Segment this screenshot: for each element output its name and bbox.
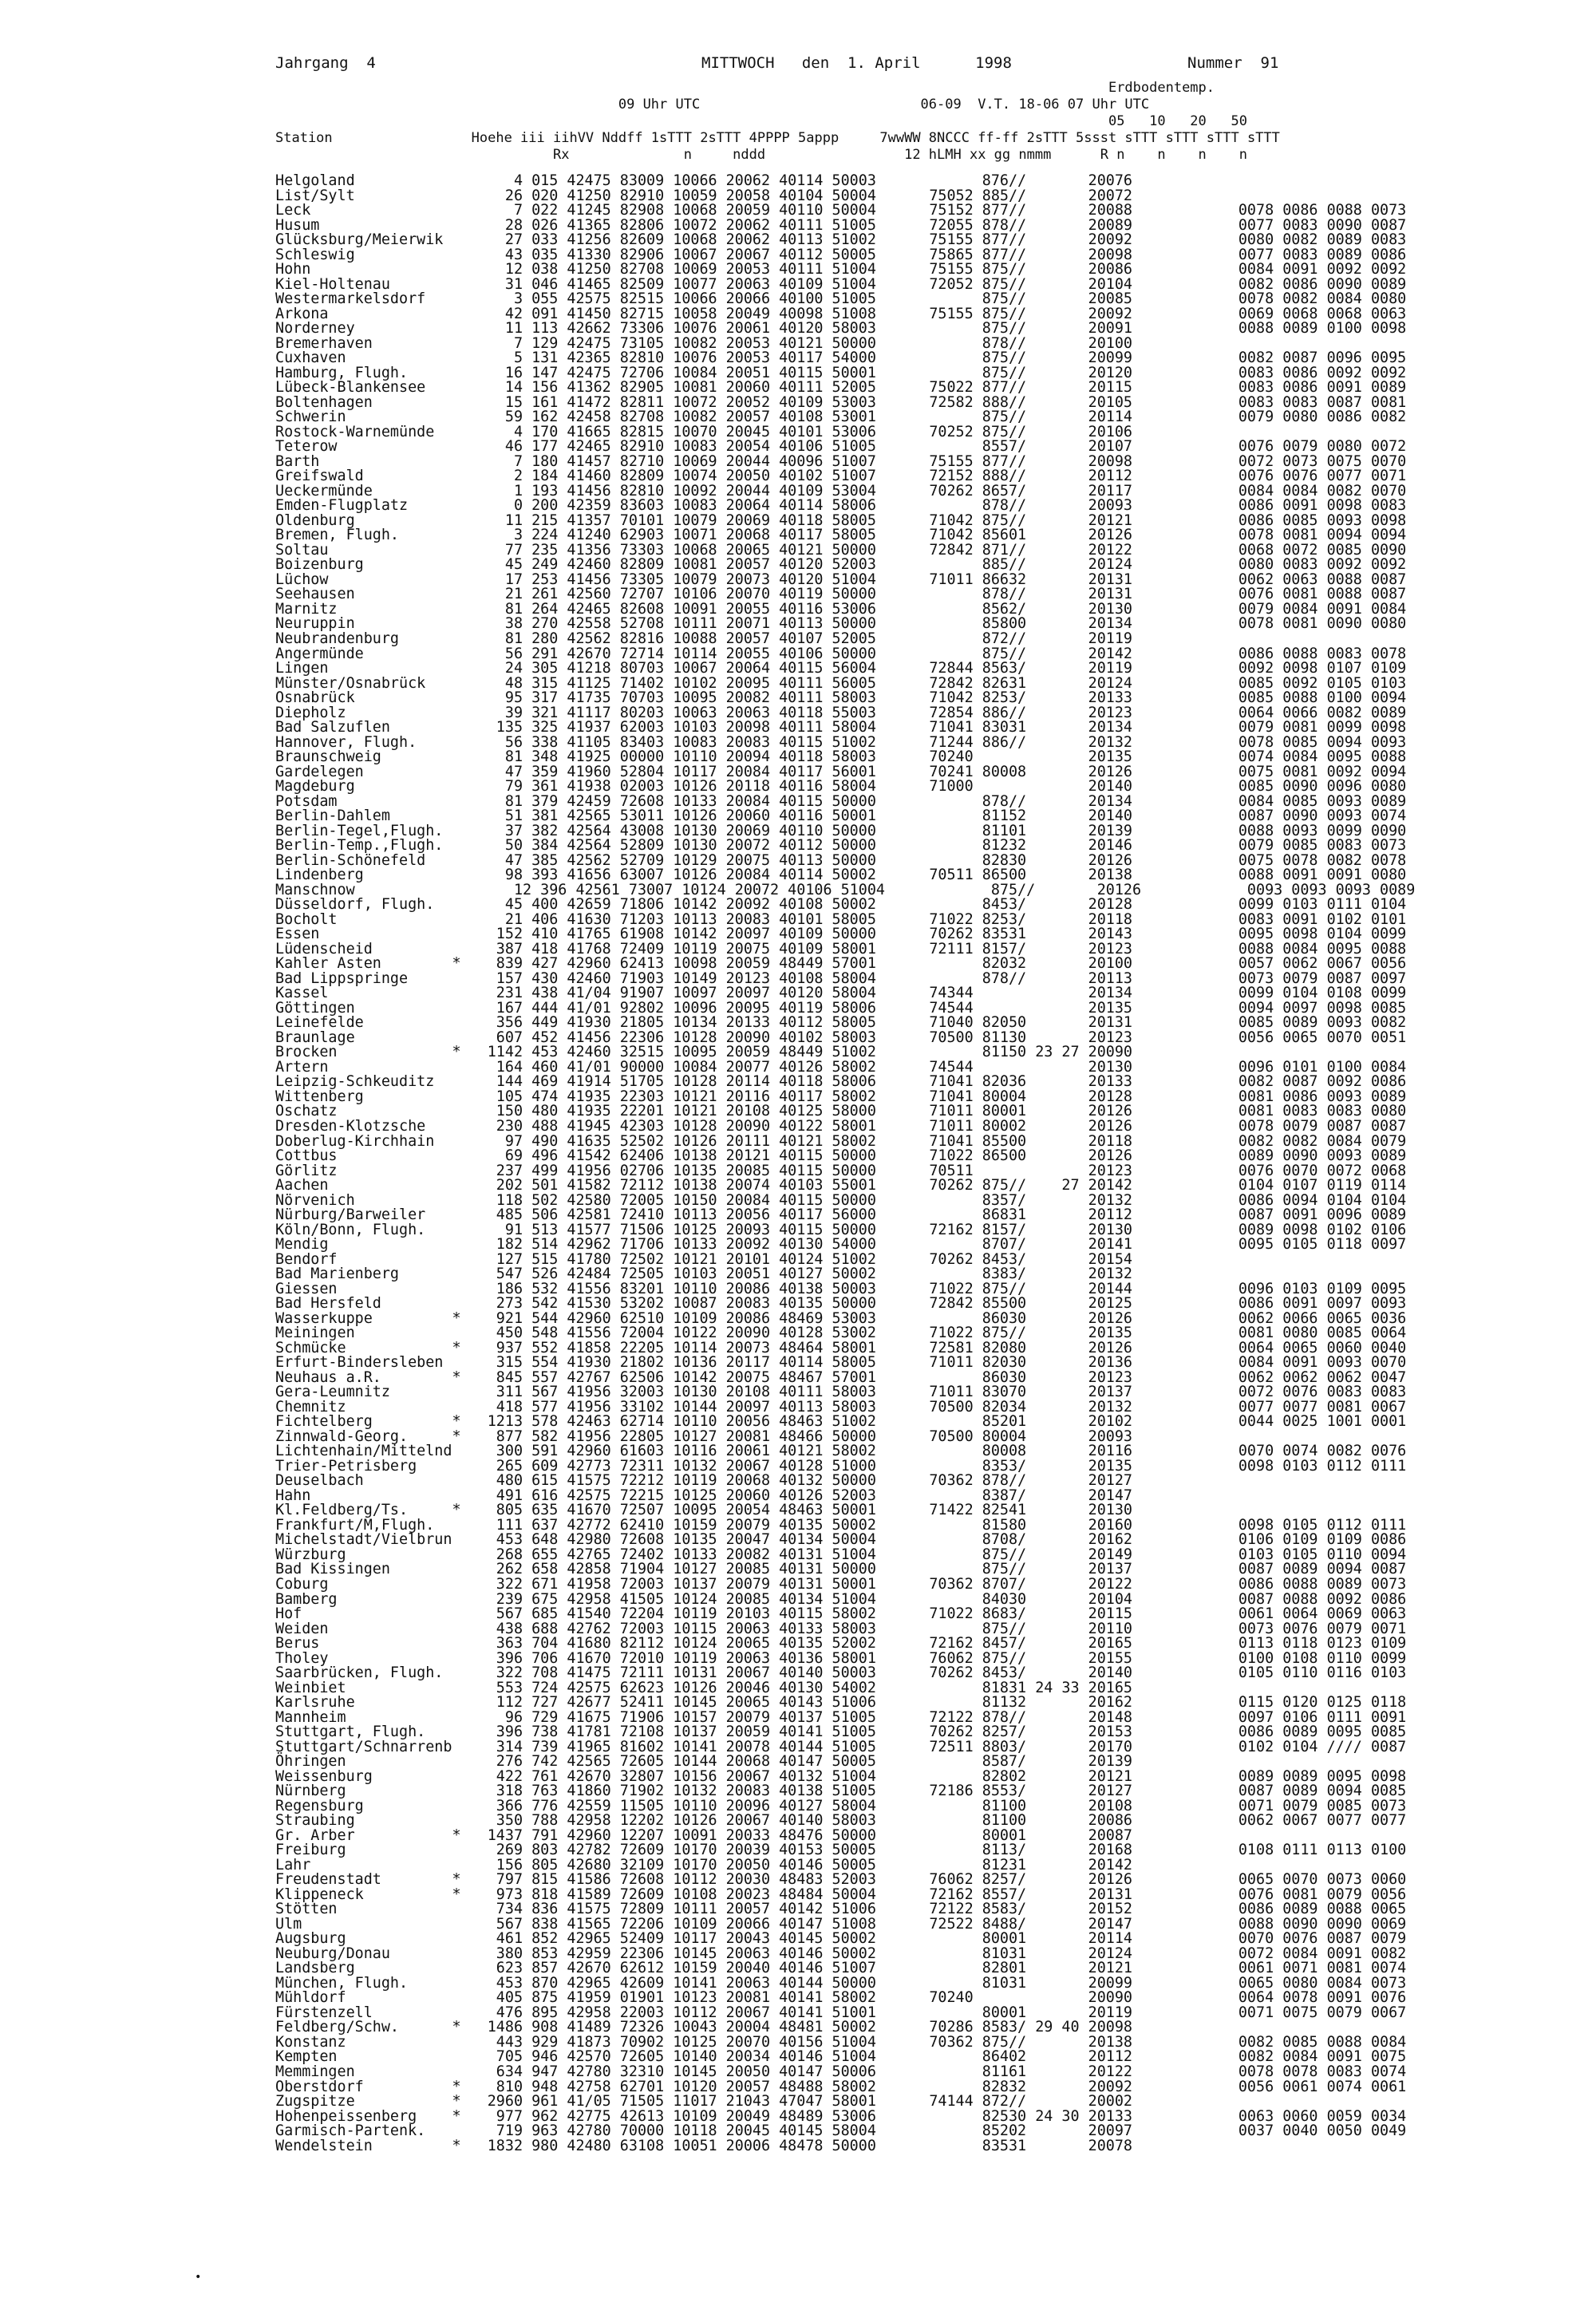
stray-dot: • bbox=[195, 2271, 202, 2284]
station-row: Görlitz 237 499 41956 02706 10135 20085 40115 50000 70511 20123 0076 0070 0072 0068 bbox=[275, 1162, 1407, 1179]
station-row: Westermarkelsdorf 3 055 42575 82515 10066 20066 40100 51005 875// 20085 0078 0082 0084 0080 bbox=[275, 290, 1407, 308]
station-row: Gr. Arber * 1437 791 42960 12207 10091 20033 48476 50000 80001 20087 bbox=[275, 1826, 1132, 1844]
station-row: Gera-Leumnitz 311 567 41956 32003 10130 20108 40111 58003 71011 83070 20137 0072 0076 0083 0083 bbox=[275, 1384, 1407, 1401]
station-row: Hohn 12 038 41250 82708 10069 20053 40111 51004 75155 875// 20086 0084 0091 0092 0092 bbox=[275, 261, 1407, 278]
station-row: Doberlug-Kirchhain 97 490 41635 52502 10126 20111 40121 58002 71041 85500 20118 0082 0082 0084 0079 bbox=[275, 1132, 1407, 1150]
station-row: Erfurt-Bindersleben 315 554 41930 21802 10136 20117 40114 58005 71011 82030 20136 0084 0091 0093 0070 bbox=[275, 1354, 1407, 1372]
station-row: Berlin-Tegel,Flugh. 37 382 42564 43008 10130 20069 40110 50000 81101 20139 0088 0093 0099 0090 bbox=[275, 822, 1407, 839]
column-header-line: 09 Uhr UTC 06-09 V.T. 18-06 07 Uhr UTC bbox=[275, 97, 1150, 113]
station-row: Hannover, Flugh. 56 338 41105 83403 10083 20083 40115 51002 71244 886// 20132 0078 0085 0094 0093 bbox=[275, 733, 1407, 751]
station-row: Boltenhagen 15 161 41472 82811 10072 20052 40109 53003 72582 888// 20105 0083 0083 0087 0081 bbox=[275, 393, 1407, 411]
station-row: Bendorf 127 515 41780 72502 10121 20101 40124 51002 70262 8453/ 20154 bbox=[275, 1250, 1132, 1268]
station-row: Berus 363 704 41680 82112 10124 20065 40135 52002 72162 8457/ 20165 0113 0118 0123 0109 bbox=[275, 1635, 1407, 1652]
station-row: Neuburg/Donau 380 853 42959 22306 10145 20063 40146 50002 81031 20124 0072 0084 0091 0082 bbox=[275, 1945, 1407, 1962]
station-row: Bad Marienberg 547 526 42484 72505 10103 20051 40127 50002 8383/ 20132 bbox=[275, 1266, 1132, 1283]
station-row: Lübeck-Blankensee 14 156 41362 82905 10081 20060 40111 52005 75022 877// 20115 0083 0086 0091 0089 bbox=[275, 379, 1407, 397]
station-row: Düsseldorf, Flugh. 45 400 42659 71806 10142 20092 40108 50002 8453/ 20128 0099 0103 0111 0104 bbox=[275, 896, 1407, 914]
station-row: Lichtenhain/Mittelnd 300 591 42960 61603 10116 20061 40121 58002 80008 20116 0070 0074 0082 0076 bbox=[275, 1443, 1407, 1460]
station-row: Wasserkuppe * 921 544 42960 62510 10109 20086 48469 53003 86030 20126 0062 0066 0065 0036 bbox=[275, 1309, 1407, 1327]
column-header-line: 05 10 20 50 bbox=[275, 113, 1247, 129]
station-row: Cottbus 69 496 41542 62406 10138 20121 40115 50000 71022 86500 20126 0089 0090 0093 0089 bbox=[275, 1147, 1407, 1165]
station-row: Manschnow 12 396 42561 73007 10124 20072 40106 51004 875// 20126 0093 0093 0093 0089 bbox=[275, 881, 1416, 898]
station-row: Nürburg/Barweiler 485 506 42581 72410 10113 20056 40117 56000 86831 20112 0087 0091 0096 0089 bbox=[275, 1206, 1407, 1224]
station-row: Diepholz 39 321 41117 80203 10063 20063 40118 55003 72854 886// 20123 0064 0066 0082 0089 bbox=[275, 704, 1407, 721]
station-row: Osnabrück 95 317 41735 70703 10095 20082 40111 58003 71042 8253/ 20133 0085 0088 0100 0094 bbox=[275, 689, 1407, 707]
station-row: Berlin-Dahlem 51 381 42565 53011 10126 20060 40116 50001 81152 20140 0087 0090 0093 0074 bbox=[275, 807, 1407, 825]
station-row: Emden-Flugplatz 0 200 42359 83603 10083 20064 40114 58006 878// 20093 0086 0091 0098 0083 bbox=[275, 497, 1407, 515]
station-row: Regensburg 366 776 42559 11505 10110 20096 40127 58004 81100 20108 0071 0079 0085 0073 bbox=[275, 1797, 1407, 1814]
station-row: Coburg 322 671 41958 72003 10137 20079 40131 50001 70362 8707/ 20122 0086 0088 0089 0073 bbox=[275, 1575, 1407, 1593]
station-row: Mannheim 96 729 41675 71906 10157 20079 40137 51005 72122 878// 20148 0097 0106 0111 0091 bbox=[275, 1708, 1407, 1726]
station-row: Landsberg 623 857 42670 62612 10159 20040 40146 51007 82801 20121 0061 0071 0081 0074 bbox=[275, 1960, 1407, 1977]
station-row: Kahler Asten * 839 427 42960 62413 10098 20059 48449 57001 82032 20100 0057 0062 0067 0056 bbox=[275, 955, 1407, 973]
station-row: Artern 164 460 41/01 90000 10084 20077 40126 58002 74544 20130 0096 0101 0100 0084 bbox=[275, 1058, 1407, 1076]
column-header-line: Rx n nddd 12 hLMH xx gg nmmm R n n n n bbox=[275, 147, 1247, 163]
station-row: Angermünde 56 291 42670 72714 10114 20055 40106 50000 875// 20142 0086 0088 0083 0078 bbox=[275, 645, 1407, 662]
station-row: Nörvenich 118 502 42580 72005 10150 20084 40115 50000 8357/ 20132 0086 0094 0104 0104 bbox=[275, 1191, 1407, 1209]
observation-table bbox=[275, 174, 1415, 2154]
station-row: Meiningen 450 548 41556 72004 10122 20090 40128 53002 71022 875// 20135 0081 0080 0085 0064 bbox=[275, 1325, 1407, 1342]
station-row: Leck 7 022 41245 82908 10068 20059 40110 50004 75152 877// 20088 0078 0086 0088 0073 bbox=[275, 202, 1407, 219]
station-row: Aachen 202 501 41582 72112 10138 20074 40103 55001 70262 875// 27 20142 0104 0107 0119 0114 bbox=[275, 1177, 1407, 1194]
station-row: Mendig 182 514 42962 71706 10133 20092 40130 54000 8707/ 20141 0095 0105 0118 0097 bbox=[275, 1236, 1407, 1254]
station-row: Kempten 705 946 42570 72605 10140 20034 40146 51004 86402 20112 0082 0084 0091 0075 bbox=[275, 2048, 1407, 2066]
station-row: Giessen 186 532 41556 83201 10110 20086 40138 50003 71022 875// 20144 0096 0103 0109 0095 bbox=[275, 1280, 1407, 1297]
station-row: Stuttgart, Flugh. 396 738 41781 72108 10137 20059 40141 51005 70262 8257/ 20153 0086 0089 0095 0085 bbox=[275, 1724, 1407, 1741]
station-row: Glücksburg/Meierwik 27 033 41256 82609 10068 20062 40113 51002 75155 877// 20092 0080 0082 0089 0083 bbox=[275, 231, 1407, 249]
station-row: Trier-Petrisberg 265 609 42773 72311 10132 20067 40128 51000 8353/ 20135 0098 0103 0112 0111 bbox=[275, 1457, 1407, 1475]
station-row: Neubrandenburg 81 280 42562 82816 10088 20057 40107 52005 872// 20119 bbox=[275, 630, 1132, 647]
station-row: Oschatz 150 480 41935 22201 10121 20108 40125 58000 71011 80001 20126 0081 0083 0083 0080 bbox=[275, 1103, 1407, 1120]
station-row: Bremerhaven 7 129 42475 73105 10082 20053 40121 50000 878// 20100 bbox=[275, 334, 1132, 352]
station-row: Brocken * 1142 453 42460 32515 10095 20059 48449 51002 81150 23 27 20090 bbox=[275, 1044, 1132, 1061]
station-row: Leinefelde 356 449 41930 21805 10134 20133 40112 58005 71040 82050 20131 0085 0089 0093 0082 bbox=[275, 1014, 1407, 1032]
station-row: Gardelegen 47 359 41960 52804 10117 20084 40117 56001 70241 80008 20126 0075 0081 0092 0094 bbox=[275, 763, 1407, 780]
volume-label: Jahrgang 4 bbox=[275, 54, 376, 72]
station-row: Augsburg 461 852 42965 52409 10117 20043 40145 50002 80001 20114 0070 0076 0087 0079 bbox=[275, 1930, 1407, 1948]
station-row: Neuhaus a.R. * 845 557 42767 62506 10142 20075 48467 57001 86030 20123 0062 0062 0062 0047 bbox=[275, 1368, 1407, 1386]
station-row: Lüchow 17 253 41456 73305 10079 20073 40120 51004 71011 86632 20131 0062 0063 0088 0087 bbox=[275, 571, 1407, 588]
station-row: Münster/Osnabrück 48 315 41125 71402 10102 20095 40111 56005 72842 82631 20124 0085 0092 0105 0103 bbox=[275, 674, 1407, 692]
station-row: Potsdam 81 379 42459 72608 10133 20084 40115 50000 878// 20134 0084 0085 0093 0089 bbox=[275, 792, 1407, 810]
station-row: Oldenburg 11 215 41357 70101 10079 20069 40118 58005 71042 875// 20121 0086 0085 0093 0098 bbox=[275, 511, 1407, 529]
station-row: München, Flugh. 453 870 42965 42609 10141 20063 40144 50000 81031 20099 0065 0080 0084 0073 bbox=[275, 1974, 1407, 1992]
station-row: Karlsruhe 112 727 42677 52411 10145 20065 40143 51006 81132 20162 0115 0120 0125 0118 bbox=[275, 1694, 1407, 1712]
station-row: Bamberg 239 675 42958 41505 10124 20085 40134 51004 84030 20104 0087 0088 0092 0086 bbox=[275, 1590, 1407, 1608]
station-row: Hohenpeissenberg * 977 962 42775 42613 10109 20049 48489 53006 82530 24 30 20133 0063 0060 0059 0034 bbox=[275, 2107, 1407, 2125]
column-header-line: Erdbodentemp. bbox=[275, 80, 1215, 96]
station-row: Schwerin 59 162 42458 82708 10082 20057 40108 53001 875// 20114 0079 0080 0086 0082 bbox=[275, 409, 1407, 426]
station-row: Konstanz 443 929 41873 70902 10125 20070 40156 51004 70362 875// 20138 0082 0085 0088 0084 bbox=[275, 2033, 1407, 2051]
station-row: Marnitz 81 264 42465 82608 10091 20055 40116 53006 8562/ 20130 0079 0084 0091 0084 bbox=[275, 600, 1407, 618]
station-row: Magdeburg 79 361 41938 02003 10126 20118 40116 58004 71000 20140 0085 0090 0096 0080 bbox=[275, 778, 1407, 796]
station-row: Neuruppin 38 270 42558 52708 10111 20071 40113 50000 85800 20134 0078 0081 0090 0080 bbox=[275, 615, 1407, 633]
station-row: Lüdenscheid 387 418 41768 72409 10119 20075 40109 58001 72111 8157/ 20123 0088 0084 0095 0088 bbox=[275, 940, 1407, 958]
station-row: Greifswald 2 184 41460 82809 10074 20050 40102 51007 72152 888// 20112 0076 0076 0077 0071 bbox=[275, 468, 1407, 485]
station-row: Klippeneck * 973 818 41589 72609 10108 20023 48484 50004 72162 8557/ 20131 0076 0081 0079 0056 bbox=[275, 1885, 1407, 1903]
station-row: Seehausen 21 261 42560 72707 10106 20070 40119 50000 878// 20131 0076 0081 0088 0087 bbox=[275, 586, 1407, 603]
station-row: Leipzig-Schkeuditz 144 469 41914 51705 10128 20114 40118 58006 71041 82036 20133 0082 0087 0092 0086 bbox=[275, 1073, 1407, 1091]
station-row: Lahr 156 805 42680 32109 10170 20050 40146 50005 81231 20142 bbox=[275, 1856, 1132, 1874]
station-row: Ulm 567 838 41565 72206 10109 20066 40147 51008 72522 8488/ 20147 0088 0090 0090 0069 bbox=[275, 1915, 1407, 1933]
station-row: Wittenberg 105 474 41935 22303 10121 20116 40117 58002 71041 80004 20128 0081 0086 0093 0089 bbox=[275, 1088, 1407, 1105]
station-row: Dresden-Klotzsche 230 488 41945 42303 10128 20090 40122 58001 71011 80002 20126 0078 0079 0087 0087 bbox=[275, 1118, 1407, 1135]
station-row: Berlin-Temp.,Flugh. 50 384 42564 52809 10130 20072 40112 50000 81232 20146 0079 0085 0083 0073 bbox=[275, 837, 1407, 855]
station-row: Köln/Bonn, Flugh. 91 513 41577 71506 10125 20093 40115 50000 72162 8157/ 20130 0089 0098 0102 0106 bbox=[275, 1221, 1407, 1238]
station-row: Boizenburg 45 249 42460 82809 10081 20057 40120 52003 885// 20124 0080 0083 0092 0092 bbox=[275, 556, 1407, 574]
station-row: List/Sylt 26 020 41250 82910 10059 20058 40104 50004 75052 885// 20072 bbox=[275, 187, 1132, 204]
station-row: Tholey 396 706 41670 72010 10119 20063 40136 58001 76062 875// 20155 0100 0108 0110 0099 bbox=[275, 1649, 1407, 1667]
date-line: MITTWOCH den 1. April 1998 bbox=[701, 54, 1012, 72]
column-headers bbox=[275, 80, 1280, 164]
station-row: Bocholt 21 406 41630 71203 10113 20083 40101 58005 71022 8253/ 20118 0083 0091 0102 0101 bbox=[275, 910, 1407, 928]
station-row: Stötten 734 836 41575 72809 10111 20057 40142 51006 72122 8583/ 20152 0086 0089 0088 0065 bbox=[275, 1901, 1407, 1918]
station-row: Freiburg 269 803 42782 72609 10170 20039 40153 50005 8113/ 20168 0108 0111 0113 0100 bbox=[275, 1842, 1407, 1859]
station-row: Bad Lippspringe 157 430 42460 71903 10149 20123 40108 58004 878// 20113 0073 0079 0087 0097 bbox=[275, 969, 1407, 987]
station-row: Fichtelberg * 1213 578 42463 62714 10110 20056 48463 51002 85201 20102 0044 0025 1001 0001 bbox=[275, 1413, 1407, 1431]
station-row: Cuxhaven 5 131 42365 82810 10076 20053 40117 54000 875// 20099 0082 0087 0096 0095 bbox=[275, 349, 1407, 367]
station-row: Berlin-Schönefeld 47 385 42562 52709 10129 20075 40113 50000 82830 20126 0075 0078 0082 0078 bbox=[275, 851, 1407, 869]
station-row: Saarbrücken, Flugh. 322 708 41475 72111 10131 20067 40140 50003 70262 8453/ 20140 0105 0110 0116 0103 bbox=[275, 1664, 1407, 1682]
station-row: Nürnberg 318 763 41860 71902 10132 20083 40138 51005 72186 8553/ 20127 0087 0089 0094 0085 bbox=[275, 1783, 1407, 1800]
station-row: Teterow 46 177 42465 82910 10083 20054 40106 51005 8557/ 20107 0076 0079 0080 0072 bbox=[275, 438, 1407, 456]
station-row: Stuttgart/Schnarrenb 314 739 41965 81602 10141 20078 40144 51005 72511 8803/ 20170 0102 0104 //// 0087 bbox=[275, 1738, 1407, 1755]
issue-number: Nummer 91 bbox=[1187, 54, 1279, 72]
station-row: Soltau 77 235 41356 73303 10068 20065 40121 50000 72842 871// 20122 0068 0072 0085 0090 bbox=[275, 541, 1407, 559]
station-row: Wendelstein * 1832 980 42480 63108 10051 20006 48478 50000 83531 20078 bbox=[275, 2137, 1132, 2154]
station-row: Hof 567 685 41540 72204 10119 20103 40115 58002 71022 8683/ 20115 0061 0064 0069 0063 bbox=[275, 1605, 1407, 1623]
station-row: Feldberg/Schw. * 1486 908 41489 72326 10043 20004 48481 50002 70286 8583/ 29 40 20098 bbox=[275, 2019, 1132, 2036]
station-row: Essen 152 410 41765 61908 10142 20097 40109 50000 70262 83531 20143 0095 0098 0104 0099 bbox=[275, 926, 1407, 943]
station-row: Husum 28 026 41365 82806 10072 20062 40111 51005 72055 878// 20089 0077 0083 0090 0087 bbox=[275, 216, 1407, 234]
station-row: Bad Salzuflen 135 325 41937 62003 10103 20098 40111 58004 71041 83031 20134 0079 0081 0099 0098 bbox=[275, 719, 1407, 736]
station-row: Garmisch-Partenk. 719 963 42780 70000 10118 20045 40145 58004 85202 20097 0037 0040 0050 0049 bbox=[275, 2122, 1407, 2140]
station-row: Norderney 11 113 42662 73306 10076 20061 40120 58003 875// 20091 0088 0089 0100 0098 bbox=[275, 320, 1407, 338]
station-row: Schmücke * 937 552 41858 22205 10114 20073 48464 58001 72581 82080 20126 0064 0065 0060 0040 bbox=[275, 1339, 1407, 1356]
station-row: Schleswig 43 035 41330 82906 10067 20067 40112 50005 75865 877// 20098 0077 0083 0089 0086 bbox=[275, 246, 1407, 263]
station-row: Freudenstadt * 797 815 41586 72608 10112 20030 48483 52003 76062 8257/ 20126 0065 0070 0073 0060 bbox=[275, 1871, 1407, 1889]
station-row: Fürstenzell 476 895 42958 22003 10112 20067 40141 51001 80001 20119 0071 0075 0079 0067 bbox=[275, 2004, 1407, 2021]
station-row: Braunlage 607 452 41456 22306 10128 20090 40102 58003 70500 81130 20123 0056 0065 0070 0051 bbox=[275, 1029, 1407, 1046]
station-row: Arkona 42 091 41450 82715 10058 20049 40098 51008 75155 875// 20092 0069 0068 0068 0063 bbox=[275, 305, 1407, 322]
station-row: Kl.Feldberg/Ts. * 805 635 41670 72507 10095 20054 48463 50001 71422 82541 20130 bbox=[275, 1502, 1132, 1519]
station-row: Deuselbach 480 615 41575 72212 10119 20068 40132 50000 70362 878// 20127 bbox=[275, 1472, 1132, 1490]
station-row: Bremen, Flugh. 3 224 41240 62903 10071 20068 40117 58005 71042 85601 20126 0078 0081 0094 0094 bbox=[275, 527, 1407, 544]
station-row: Frankfurt/M,Flugh. 111 637 42772 62410 10159 20079 40135 50002 81580 20160 0098 0105 0112 0111 bbox=[275, 1516, 1407, 1534]
column-header-line: Station Hoehe iii iihVV Nddff 1sTTT 2sTTT 4PPPP 5appp 7wwWW 8NCCC ff-ff 2sTTT 5ssst sTTT sTTT sTTT sTTT bbox=[275, 130, 1280, 146]
station-row: Bad Kissingen 262 658 42858 71904 10127 20085 40131 50000 875// 20137 0087 0089 0094 0087 bbox=[275, 1561, 1407, 1578]
station-row: Hamburg, Flugh. 16 147 42475 72706 10084 20051 40115 50001 875// 20120 0083 0086 0092 0092 bbox=[275, 364, 1407, 381]
station-row: Straubing 350 788 42958 12202 10126 20067 40140 58003 81100 20086 0062 0067 0077 0077 bbox=[275, 1812, 1407, 1830]
station-row: Hahn 491 616 42575 72215 10125 20060 40126 52003 8387/ 20147 bbox=[275, 1487, 1132, 1504]
station-row: Weissenburg 422 761 42670 32807 10156 20067 40132 51004 82802 20121 0089 0089 0095 0098 bbox=[275, 1767, 1407, 1785]
station-row: Lingen 24 305 41218 80703 10067 20064 40115 56004 72844 8563/ 20119 0092 0098 0107 0109 bbox=[275, 660, 1407, 677]
station-row: Weinbiet 553 724 42575 62623 10126 20046 40130 54002 81831 24 33 20165 bbox=[275, 1679, 1132, 1696]
station-row: Öhringen 276 742 42565 72605 10144 20068 40147 50005 8587/ 20139 bbox=[275, 1753, 1132, 1771]
station-row: Memmingen 634 947 42780 32310 10145 20050 40147 50006 81161 20122 0078 0078 0083 0074 bbox=[275, 2063, 1407, 2080]
station-row: Barth 7 180 41457 82710 10069 20044 40096 51007 75155 877// 20098 0072 0073 0075 0070 bbox=[275, 452, 1407, 470]
station-row: Helgoland 4 015 42475 83009 10066 20062 40114 50003 876// 20076 bbox=[275, 172, 1132, 189]
station-row: Göttingen 167 444 41/01 92802 10096 20095 40119 58006 74544 20135 0094 0097 0098 0085 bbox=[275, 999, 1407, 1017]
station-row: Kiel-Holtenau 31 046 41465 82509 10077 20063 40109 51004 72052 875// 20104 0082 0086 0090 0089 bbox=[275, 275, 1407, 293]
station-row: Bad Hersfeld 273 542 41530 53202 10087 20083 40135 50000 72842 85500 20125 0086 0091 0097 0093 bbox=[275, 1295, 1407, 1313]
station-row: Würzburg 268 655 42765 72402 10133 20082 40131 51004 875// 20149 0103 0105 0110 0094 bbox=[275, 1546, 1407, 1563]
station-row: Weiden 438 688 42762 72003 10115 20063 40133 58003 875// 20110 0073 0076 0079 0071 bbox=[275, 1620, 1407, 1637]
station-row: Ueckermünde 1 193 41456 82810 10092 20044 40109 53004 70262 8657/ 20117 0084 0084 0082 0070 bbox=[275, 482, 1407, 499]
station-row: Mühldorf 405 875 41959 01901 10123 20081 40141 58002 70240 20090 0064 0078 0091 0076 bbox=[275, 1989, 1407, 2007]
station-row: Kassel 231 438 41/04 91907 10097 20097 40120 58004 74344 20134 0099 0104 0108 0099 bbox=[275, 985, 1407, 1002]
station-row: Michelstadt/Vielbrun 453 648 42980 72608 10135 20047 40134 50004 8708/ 20162 0106 0109 0109 0086 bbox=[275, 1531, 1407, 1549]
station-row: Lindenberg 98 393 41656 63007 10126 20084 40114 50002 70511 86500 20138 0088 0091 0091 0080 bbox=[275, 867, 1407, 884]
station-row: Rostock-Warnemünde 4 170 41665 82815 10070 20045 40101 53006 70252 875// 20106 bbox=[275, 423, 1132, 440]
station-row: Zinnwald-Georg. * 877 582 41956 22805 10127 20081 48466 50000 70500 80004 20093 bbox=[275, 1427, 1132, 1445]
station-row: Oberstdorf * 810 948 42758 62701 10120 20057 48488 58002 82832 20092 0056 0061 0074 0061 bbox=[275, 2078, 1407, 2095]
station-row: Chemnitz 418 577 41956 33102 10144 20097 40113 58003 70500 82034 20132 0077 0077 0081 0067 bbox=[275, 1398, 1407, 1416]
station-row: Zugspitze * 2960 961 41/05 71505 11017 21043 47047 58001 74144 872// 20002 bbox=[275, 2093, 1132, 2110]
station-row: Braunschweig 81 348 41925 00000 10110 20094 40118 58003 70240 20135 0074 0084 0095 0088 bbox=[275, 748, 1407, 766]
